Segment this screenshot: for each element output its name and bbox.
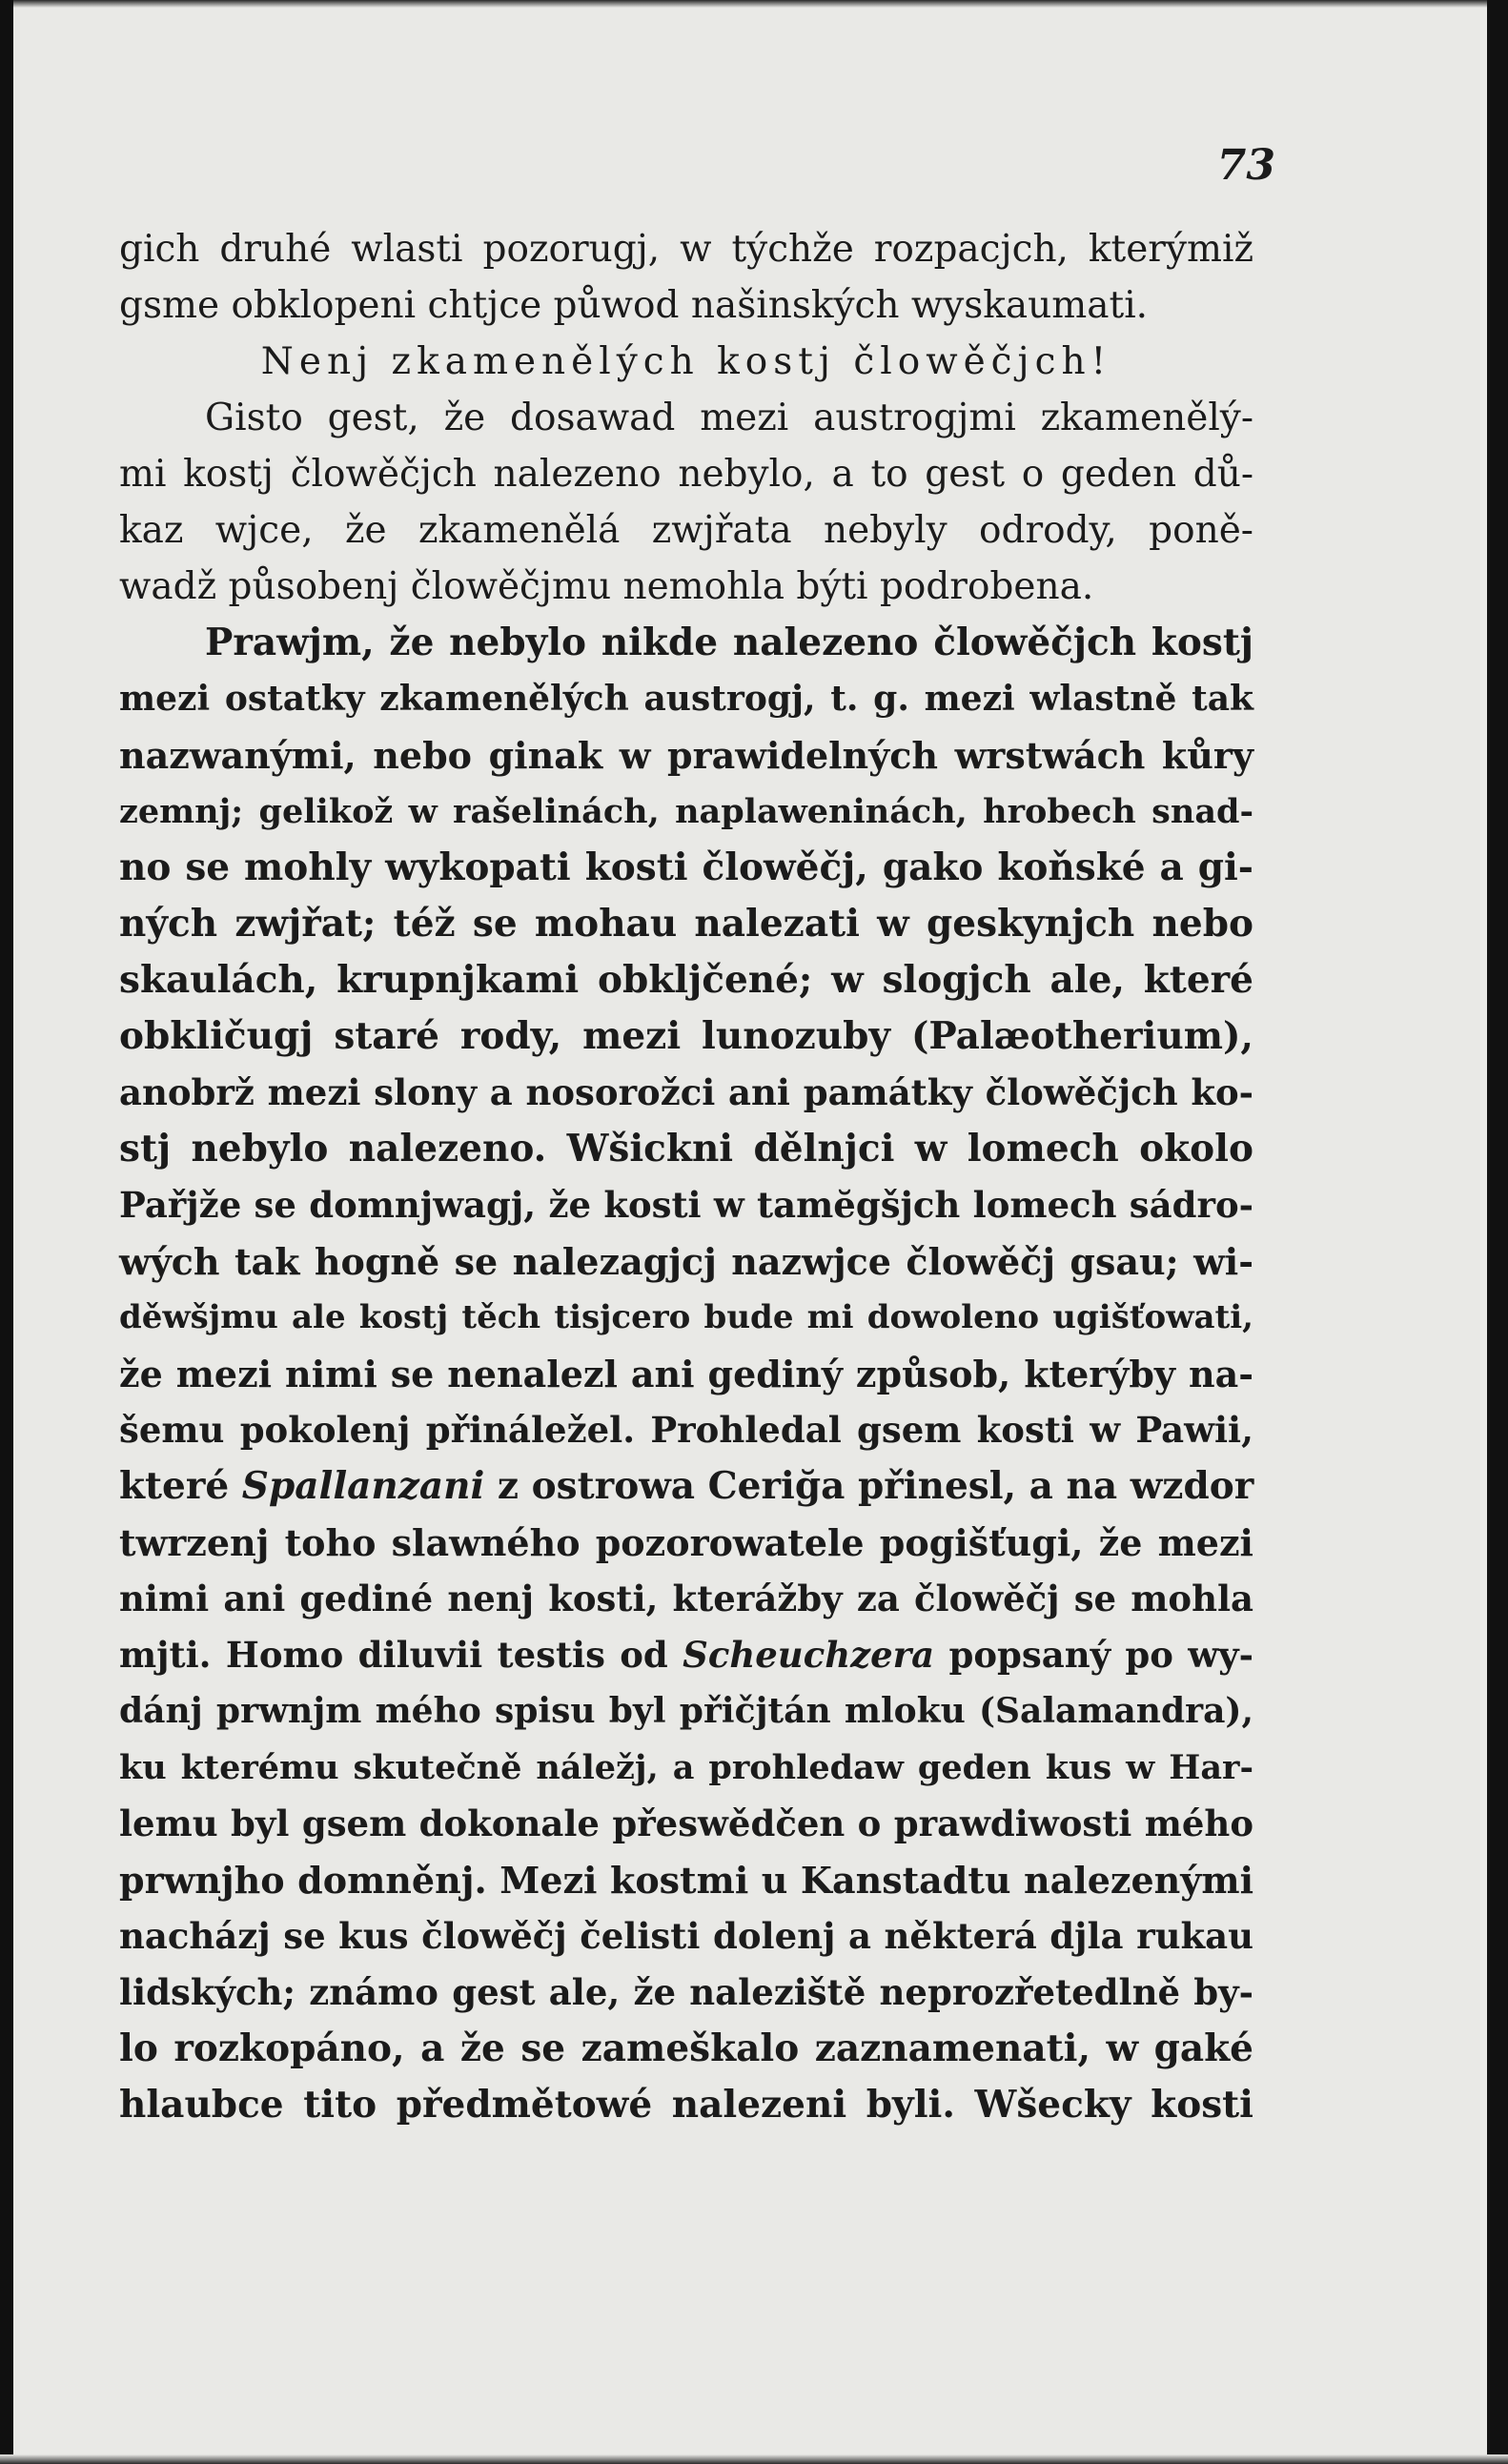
text-line: ných zwjřat; též se mohau nalezati w geskynjch nebo: [119, 902, 1253, 946]
text-line: dánj prwnjm mého spisu byl přičjtán mloku (Salamandra),: [119, 1691, 1253, 1731]
text-line: lidských; známo gest ale, že naleziště neprozřetedlně by-: [119, 1971, 1253, 2013]
text-line: ku kterému skutečně náležj, a prohledaw geden kus w Har-: [119, 1748, 1253, 1787]
text-line: twrzenj toho slawného pozorowatele pogišťugi, že mezi: [119, 1521, 1253, 1564]
text-line: hlaubce tito předmětowé nalezeni byli. Wšecky kosti: [119, 2083, 1253, 2127]
text-line: mi kostj člowěčjch nalezeno nebylo, a to gest o geden dů-: [119, 453, 1253, 496]
text-line: zemnj; gelikož w rašelinách, naplaweninách, hrobech snad-: [119, 792, 1253, 831]
text-segment: které: [119, 1464, 242, 1508]
text-line: že mezi nimi se nenalezl ani gediný způsob, kterýby na-: [119, 1353, 1253, 1395]
text-line: nimi ani gediné nenj kosti, kterážby za člowěčj se mohla: [119, 1578, 1253, 1619]
text-line: obkličugj staré rody, mezi lunozuby (Palæotherium),: [119, 1014, 1253, 1058]
text-line: Prawjm, že nebylo nikde nalezeno člowěčjch kostj: [205, 621, 1253, 664]
text-line: prwnjho domněnj. Mezi kostmi u Kanstadtu nalezenými: [119, 1859, 1253, 1902]
text-line: no se mohly wykopati kosti člowěčj, gako koňské a gi-: [119, 845, 1253, 889]
text-line: lemu byl gsem dokonale přeswědčen o prawdiwosti mého: [119, 1802, 1253, 1844]
text-segment: popsaný po wy-: [934, 1634, 1253, 1676]
text-line: kaz wjce, že zkamenělá zwjřata nebyly odrody, poně-: [119, 509, 1253, 552]
text-line: mezi ostatky zkamenělých austrogj, t. g. mezi wlastně tak: [119, 679, 1253, 719]
text-line: šemu pokolenj přináležel. Prohledal gsem kosti w Pawii,: [119, 1409, 1253, 1451]
text-line: wadž působenj člowěčjmu nemohla býti podrobena.: [119, 565, 1094, 608]
text-line: nacházj se kus člowěčj čelisti dolenj a některá djla rukau: [119, 1915, 1253, 1957]
text-line: lo rozkopáno, a že se zameškalo zaznamenati, w gaké: [119, 2026, 1253, 2070]
text-line: skaulách, krupnjkami obkljčené; w slogjch ale, které: [119, 958, 1253, 1002]
scan-border-right: [1487, 0, 1508, 2464]
text-line: Gisto gest, že dosawad mezi austrogjmi zkamenělý-: [205, 397, 1253, 439]
text-line: nazwanými, nebo ginak w prawidelných wrstwách kůry: [119, 734, 1253, 777]
italic-name: Scheuchzera: [683, 1634, 935, 1676]
scan-border-bottom: [0, 2454, 1508, 2464]
body-text: [119, 221, 1253, 2133]
scan-border-left: [0, 0, 13, 2464]
text-line: gich druhé wlasti pozorugj, w týchže rozpacjch, kterýmiž: [119, 228, 1253, 271]
text-line: [119, 1458, 1253, 1515]
text-line: gsme obklopeni chtjce půwod našinských wyskaumati.: [119, 284, 1149, 327]
section-heading: Nenj zkamenělých kostj člowěčjch!: [260, 340, 1112, 383]
text-line: wých tak hogně se nalezagjcj nazwjce člowěčj gsau; wi-: [119, 1240, 1253, 1283]
text-line: anobrž mezi slony a nosorožci ani památky člowěčjch ko-: [119, 1071, 1253, 1113]
italic-name: Spallanzani: [241, 1464, 485, 1508]
scan-border-top: [0, 0, 1508, 8]
page-number: 73: [1216, 141, 1275, 190]
text-segment: mjti. Homo diluvii testis od: [119, 1634, 683, 1676]
text-line: stj nebylo nalezeno. Wšickni dělnjci w lomech okolo: [119, 1127, 1253, 1171]
text-line: děwšjmu ale kostj těch tisjcero bude mi dowoleno ugišťowati,: [119, 1298, 1253, 1336]
text-line: Pařjže se domnjwagj, že kosti w tamĕgšjch lomech sádro-: [119, 1184, 1253, 1226]
text-segment: z ostrowa Ceriğa přinesl, a na wzdor: [484, 1464, 1254, 1508]
text-line: [119, 1627, 1253, 1683]
